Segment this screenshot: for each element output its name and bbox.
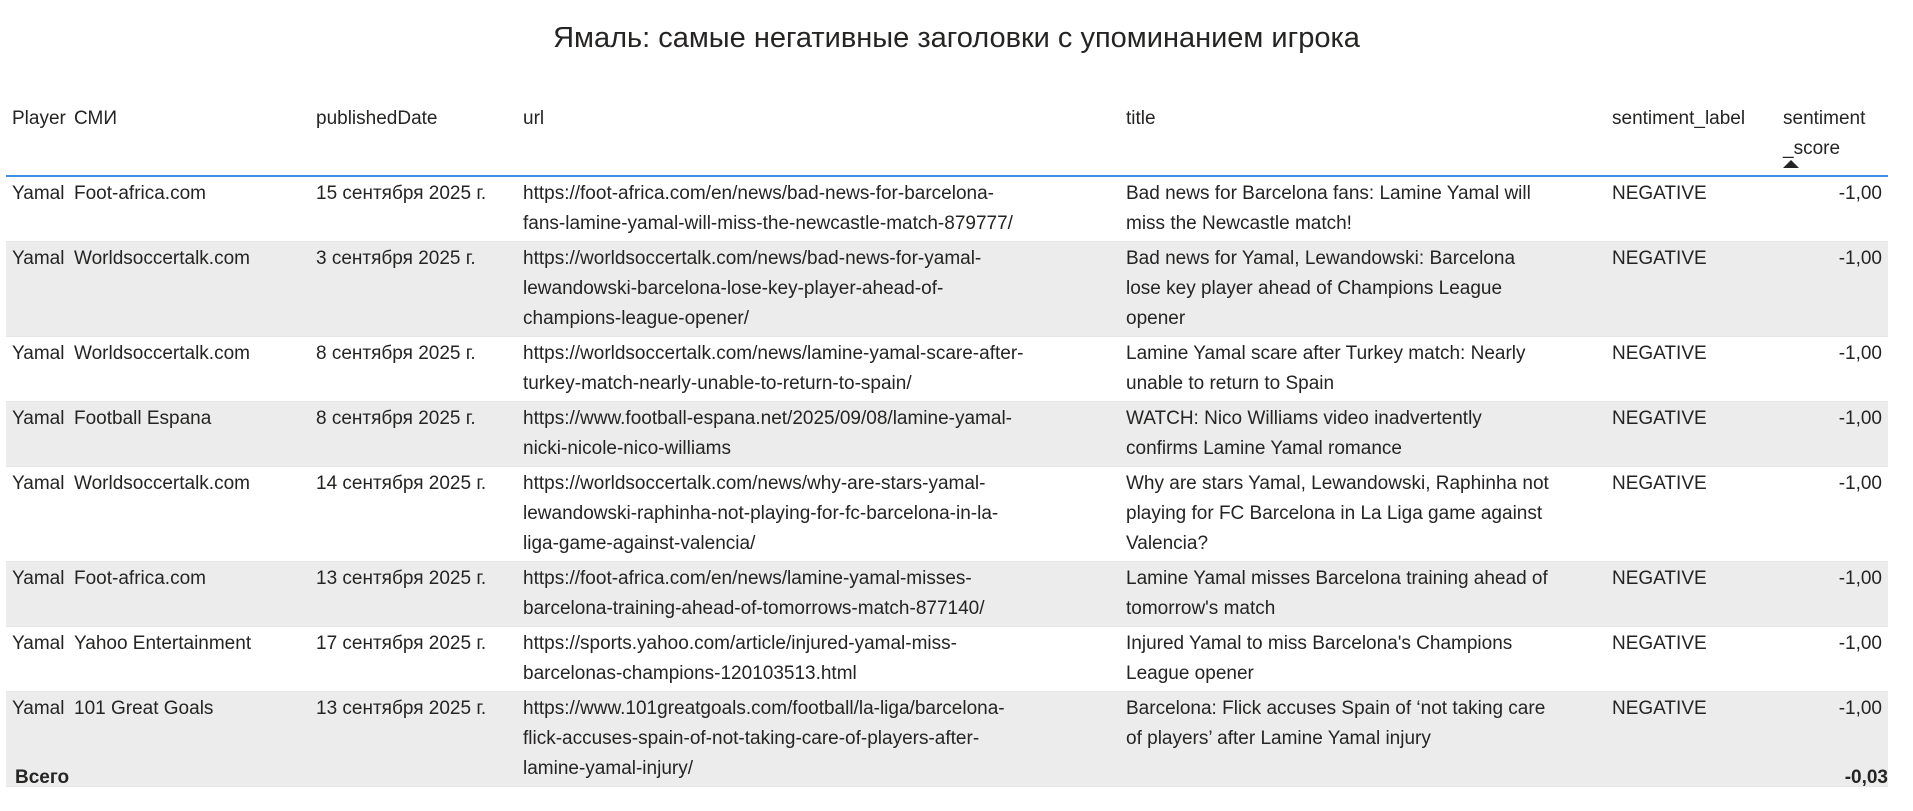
cell-sentiment-label: NEGATIVE — [1612, 248, 1707, 269]
cell-sentiment-score: -1,00 — [1838, 408, 1882, 429]
cell-player: Yamal — [12, 248, 65, 269]
cell-sentiment-score: -1,00 — [1838, 343, 1882, 364]
table-row[interactable] — [6, 402, 1888, 467]
cell-media: Worldsoccertalk.com — [74, 343, 250, 364]
cell-sentiment-label: NEGATIVE — [1612, 183, 1707, 204]
cell-title-line: opener — [1126, 308, 1186, 329]
cell-title — [1126, 469, 1549, 559]
cell-media: Football Espana — [74, 408, 212, 429]
cell-url-line: fans-lamine-yamal-will-miss-the-newcastle-match-879777/ — [523, 213, 1013, 234]
cell-sentiment-label: NEGATIVE — [1612, 633, 1707, 654]
cell-title-line: Valencia? — [1126, 533, 1209, 554]
cell-media: 101 Great Goals — [74, 698, 214, 719]
cell-title-line: tomorrow's match — [1126, 598, 1276, 619]
cell-url — [523, 244, 981, 334]
cell-title-line: Barcelona: Flick accuses Spain of ‘not taking care — [1126, 698, 1546, 719]
cell-url-line: champions-league-opener/ — [523, 308, 750, 329]
cell-url-line: https://www.101greatgoals.com/football/la-liga/barcelona- — [523, 698, 1005, 719]
cell-title-line: of players’ after Lamine Yamal injury — [1126, 728, 1431, 749]
sort-ascending-icon[interactable] — [1783, 160, 1799, 168]
cell-date: 8 сентября 2025 г. — [316, 408, 476, 429]
column-header-score-line1: sentiment — [1783, 108, 1866, 129]
cell-title — [1126, 339, 1526, 399]
cell-title-line: playing for FC Barcelona in La Liga game against — [1126, 503, 1543, 524]
cell-url-line: barcelona-training-ahead-of-tomorrows-match-877140/ — [523, 598, 985, 619]
cell-sentiment-label: NEGATIVE — [1612, 698, 1707, 719]
cell-url — [523, 564, 985, 624]
cell-media: Foot-africa.com — [74, 568, 206, 589]
cell-url — [523, 469, 998, 559]
visual-title: Ямаль: самые негативные заголовки с упоминанием игрока — [553, 22, 1360, 54]
cell-url-line: barcelonas-champions-120103513.html — [523, 663, 857, 684]
cell-date: 13 сентября 2025 г. — [316, 698, 487, 719]
column-header-title[interactable]: title — [1126, 108, 1156, 129]
cell-sentiment-score: -1,00 — [1838, 183, 1882, 204]
cell-title — [1126, 629, 1512, 689]
cell-player: Yamal — [12, 698, 65, 719]
cell-title-line: Lamine Yamal scare after Turkey match: Nearly — [1126, 343, 1526, 364]
cell-url-line: https://foot-africa.com/en/news/bad-news-for-barcelona- — [523, 183, 994, 204]
cell-url-line: lewandowski-raphinha-not-playing-for-fc-barcelona-in-la- — [523, 503, 999, 524]
cell-url — [523, 179, 1013, 239]
total-row — [15, 760, 1888, 796]
cell-title-line: League opener — [1126, 663, 1254, 684]
cell-title-line: Bad news for Barcelona fans: Lamine Yamal will — [1126, 183, 1531, 204]
column-header-sentiment-score[interactable] — [1783, 104, 1865, 164]
cell-url-line: https://worldsoccertalk.com/news/lamine-yamal-scare-after- — [523, 343, 1024, 364]
cell-url-line: turkey-match-nearly-unable-to-return-to-spain/ — [523, 373, 912, 394]
total-label: Всего — [15, 767, 70, 788]
column-header-score-line2: _score — [1783, 138, 1841, 159]
cell-sentiment-score: -1,00 — [1838, 698, 1882, 719]
cell-media: Worldsoccertalk.com — [74, 473, 250, 494]
cell-media: Worldsoccertalk.com — [74, 248, 250, 269]
cell-sentiment-label: NEGATIVE — [1612, 408, 1707, 429]
cell-date: 14 сентября 2025 г. — [316, 473, 487, 494]
cell-title-line: WATCH: Nico Williams video inadvertently — [1126, 408, 1482, 429]
cell-url-line: flick-accuses-spain-of-not-taking-care-of-players-after- — [523, 728, 980, 749]
cell-title — [1126, 694, 1545, 754]
cell-title-line: lose key player ahead of Champions League — [1126, 278, 1503, 299]
cell-date: 13 сентября 2025 г. — [316, 568, 487, 589]
table-row[interactable] — [6, 337, 1888, 402]
cell-player: Yamal — [12, 473, 65, 494]
cell-sentiment-label: NEGATIVE — [1612, 473, 1707, 494]
cell-sentiment-score: -1,00 — [1838, 248, 1882, 269]
cell-date: 8 сентября 2025 г. — [316, 343, 476, 364]
cell-media: Yahoo Entertainment — [74, 633, 252, 654]
column-header-media[interactable]: СМИ — [74, 108, 117, 129]
cell-title — [1126, 564, 1548, 624]
cell-title-line: Injured Yamal to miss Barcelona's Champions — [1126, 633, 1513, 654]
cell-title-line: miss the Newcastle match! — [1126, 213, 1352, 234]
table-row[interactable] — [6, 562, 1888, 627]
cell-url-line: nicki-nicole-nico-williams — [523, 438, 731, 459]
cell-title-line: Lamine Yamal misses Barcelona training ahead of — [1126, 568, 1548, 589]
cell-player: Yamal — [12, 343, 65, 364]
cell-url-line: lewandowski-barcelona-lose-key-player-ahead-of- — [523, 278, 944, 299]
table-row[interactable] — [6, 242, 1888, 337]
cell-url — [523, 339, 1024, 399]
cell-url-line: https://foot-africa.com/en/news/lamine-yamal-misses- — [523, 568, 972, 589]
cell-sentiment-label: NEGATIVE — [1612, 568, 1707, 589]
cell-url-line: https://worldsoccertalk.com/news/bad-news-for-yamal- — [523, 248, 982, 269]
column-header-date[interactable]: publishedDate — [316, 108, 438, 129]
cell-sentiment-score: -1,00 — [1838, 473, 1882, 494]
cell-sentiment-score: -1,00 — [1838, 633, 1882, 654]
cell-sentiment-score: -1,00 — [1838, 568, 1882, 589]
total-score: -0,03 — [1844, 767, 1888, 788]
cell-player: Yamal — [12, 183, 65, 204]
cell-url-line: https://worldsoccertalk.com/news/why-are-stars-yamal- — [523, 473, 986, 494]
column-header-player[interactable]: Player — [12, 108, 66, 129]
cell-url — [523, 629, 957, 689]
cell-url-line: lamine-yamal-injury/ — [523, 758, 693, 779]
table-header — [6, 98, 1888, 177]
table-row[interactable] — [6, 627, 1888, 692]
column-header-sentiment-label[interactable]: sentiment_label — [1612, 108, 1746, 129]
cell-title-line: Bad news for Yamal, Lewandowski: Barcelona — [1126, 248, 1516, 269]
cell-title-line: confirms Lamine Yamal romance — [1126, 438, 1402, 459]
cell-url-line: https://sports.yahoo.com/article/injured-yamal-miss- — [523, 633, 957, 654]
cell-url-line: liga-game-against-valencia/ — [523, 533, 756, 554]
cell-sentiment-label: NEGATIVE — [1612, 343, 1707, 364]
cell-media: Foot-africa.com — [74, 183, 206, 204]
cell-date: 15 сентября 2025 г. — [316, 183, 487, 204]
cell-title-line: unable to return to Spain — [1126, 373, 1335, 394]
cell-title — [1126, 179, 1531, 239]
cell-url — [523, 404, 1012, 464]
column-header-url[interactable]: url — [523, 108, 545, 129]
cell-player: Yamal — [12, 568, 65, 589]
cell-player: Yamal — [12, 633, 65, 654]
cell-title-line: Why are stars Yamal, Lewandowski, Raphinha not — [1126, 473, 1549, 494]
table-row[interactable] — [6, 177, 1888, 242]
table-row[interactable] — [6, 467, 1888, 562]
cell-title — [1126, 244, 1515, 334]
cell-player: Yamal — [12, 408, 65, 429]
cell-title — [1126, 404, 1482, 464]
cell-date: 3 сентября 2025 г. — [316, 248, 476, 269]
cell-date: 17 сентября 2025 г. — [316, 633, 487, 654]
cell-url-line: https://www.football-espana.net/2025/09/08/lamine-yamal- — [523, 408, 1012, 429]
